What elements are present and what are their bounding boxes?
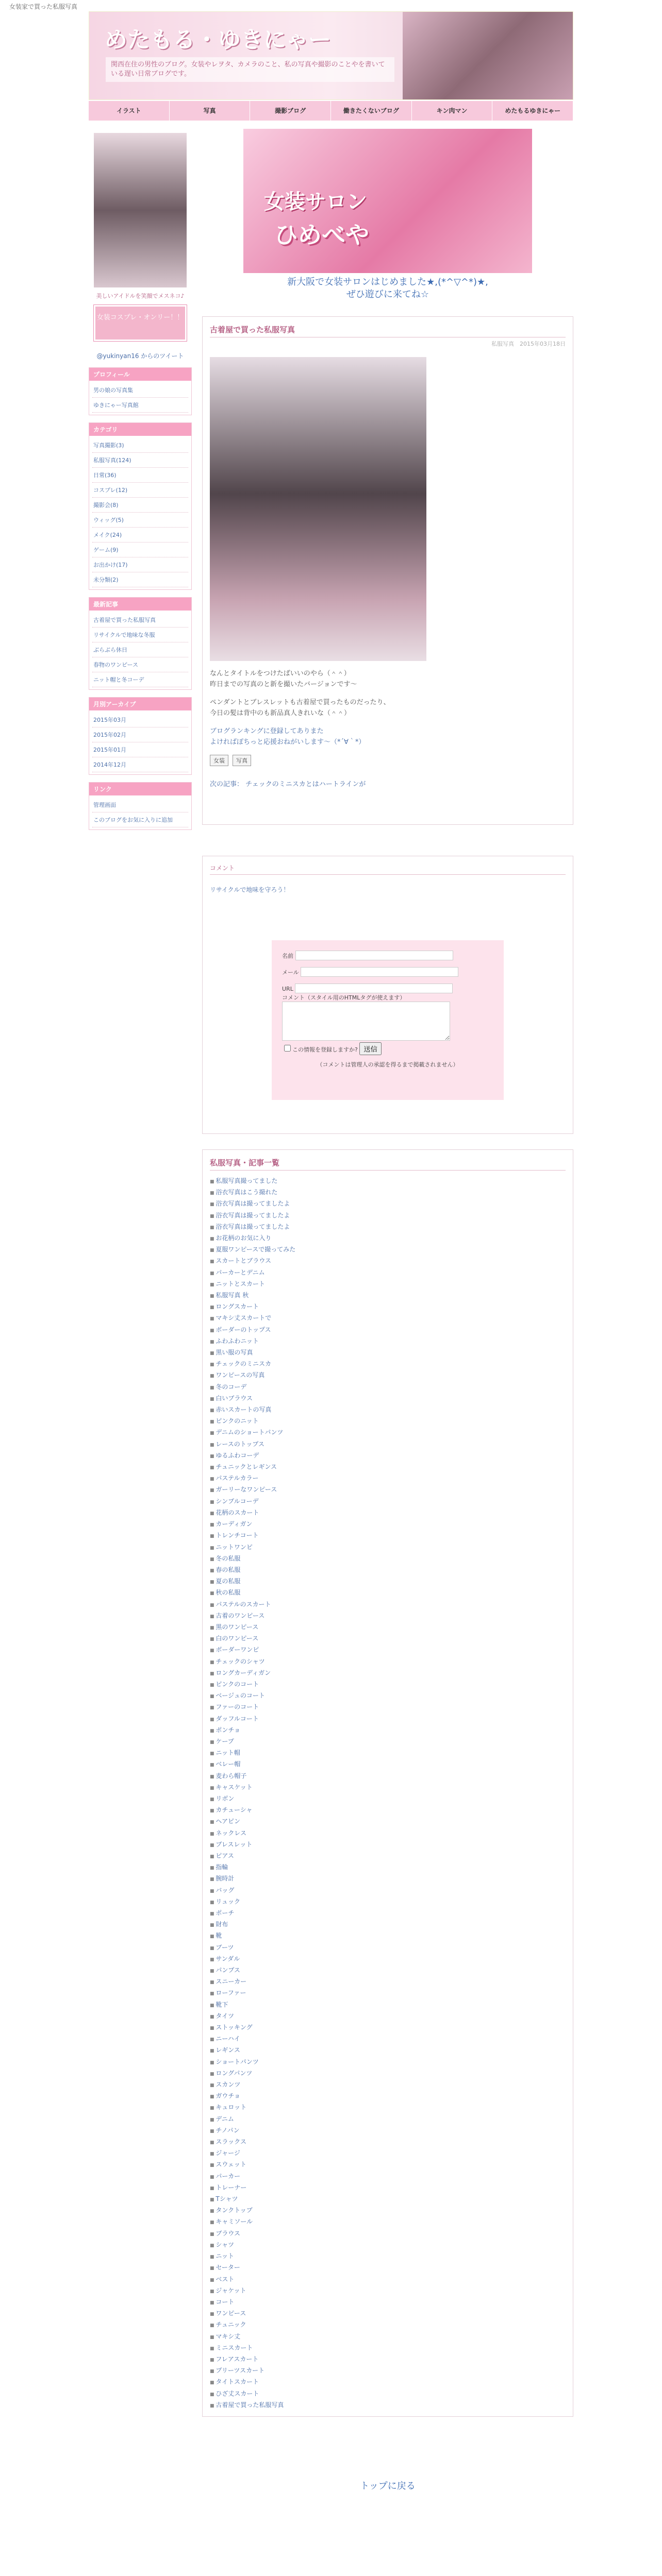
sidebar-section-title: カテゴリ (89, 423, 191, 436)
article-link[interactable]: ■ トレーナー (210, 2182, 566, 2194)
article-link[interactable]: ■ チノパン (210, 2125, 566, 2137)
article-link[interactable]: ■ キャスケット (210, 1782, 566, 1793)
url-input[interactable] (295, 984, 453, 993)
article-link[interactable]: ■ ポーチ (210, 1908, 566, 1919)
article-link[interactable]: ■ リュック (210, 1896, 566, 1908)
article-link[interactable]: ■ スニーカー (210, 1976, 566, 1988)
article-link[interactable]: ■ ピンクのコート (210, 1679, 566, 1690)
article-link[interactable]: ■ キャミソール (210, 2216, 566, 2228)
article-link[interactable]: ■ 花柄のスカート (210, 1507, 566, 1519)
mail-input[interactable] (301, 967, 458, 977)
article-link[interactable]: ■ ガウチョ (210, 2091, 566, 2102)
article-link[interactable]: ■ シャツ (210, 2240, 566, 2251)
sidebar-link[interactable]: お出かけ(17) (92, 557, 188, 572)
article-link[interactable]: ■ ピンクのニット (210, 1416, 566, 1427)
mail-label: メール (282, 969, 299, 976)
entry-paragraph: ペンダントとブレスレットも古着屋で買ったものだったり、 今日の髪は背中のも新品真人きれいな（＾＾） (210, 699, 390, 717)
nav-item[interactable]: 働きたくないブログ (331, 101, 412, 121)
article-link[interactable]: ■ タイツ (210, 2011, 566, 2022)
article-link[interactable]: ■ ミニスカート (210, 2343, 566, 2354)
article-link[interactable]: ■ ショートパンツ (210, 2057, 566, 2068)
entry-category[interactable]: 私服写真 (491, 341, 514, 347)
entry-paragraph: なんとタイトルをつけたばいいのやら（＾＾） 昨日までの写真のと新を撮いたバージョンです〜 (210, 670, 357, 688)
article-link[interactable]: ■ 麦わら帽子 (210, 1771, 566, 1782)
sidebar-link[interactable]: 春物のワンピース (92, 657, 188, 672)
entry-photo (210, 357, 426, 661)
article-link[interactable]: ■ セーター (210, 2262, 566, 2274)
article-link[interactable]: ■ サンダル (210, 1954, 566, 1965)
article-link[interactable]: ■ キュロット (210, 2102, 566, 2113)
twitter-link[interactable]: @yukinyan16 からのツイート (96, 352, 184, 360)
article-link[interactable]: ■ ニット (210, 2251, 566, 2262)
article-link[interactable]: ■ 靴 (210, 1930, 566, 1942)
article-link[interactable]: ■ リボン (210, 1793, 566, 1805)
article-link[interactable]: ■ ブラウス (210, 2228, 566, 2240)
article-link[interactable]: ■ トレンチコート (210, 1530, 566, 1541)
next-entry-link[interactable]: 次の記事： チェックのミニスカとはハートラインが (210, 781, 366, 788)
sidebar-section-title: 最新記事 (89, 598, 191, 611)
article-link[interactable]: ■ ジャケット (210, 2285, 566, 2297)
sidebar-link[interactable]: 撮影会(8) (92, 498, 188, 513)
article-link[interactable]: ■ ロングパンツ (210, 2068, 566, 2079)
sidebar-link[interactable]: 2015年02月 (92, 727, 188, 742)
comment-footnote: （コメントは管理人の承認を得るまで掲載されません） (317, 1061, 459, 1068)
article-link[interactable]: ■ コート (210, 2297, 566, 2308)
article-link[interactable]: ■ タンクトップ (210, 2205, 566, 2216)
article-link[interactable]: ■ スラックス (210, 2137, 566, 2148)
name-label: 名前 (282, 953, 293, 959)
article-link[interactable]: ■ ワンピースの写真 (210, 1370, 566, 1381)
article-link[interactable]: ■ ダッフルコート (210, 1714, 566, 1725)
sidebar-link[interactable]: 古着屋で買った私服写真 (92, 613, 188, 628)
article-link[interactable]: ■ Tシャツ (210, 2194, 566, 2205)
article-list-title: 私服写真・記事一覧 (210, 1155, 566, 1171)
banner-text-1: 女装サロン (264, 190, 367, 214)
article-link[interactable]: ■ ボーダーのトップス (210, 1325, 566, 1336)
sidebar-section-title: プロフィール (89, 368, 191, 381)
article-link[interactable]: ■ チュニックとレギンス (210, 1462, 566, 1473)
comment-section (202, 856, 573, 1134)
article-link[interactable]: ■ 私服写真 秋 (210, 1290, 566, 1301)
article-link[interactable]: ■ ニット帽 (210, 1748, 566, 1759)
nav-item[interactable]: イラスト (89, 101, 170, 121)
comment-head: コメント (210, 861, 566, 875)
remember-label: この情報を登録しますか? (292, 1046, 358, 1053)
article-link[interactable]: ■ ベスト (210, 2274, 566, 2285)
article-link[interactable]: ■ ロングスカート (210, 1301, 566, 1313)
entry-meta (210, 340, 566, 348)
article-link[interactable]: ■ 黒のワンピース (210, 1622, 566, 1633)
comment-form (272, 940, 504, 1100)
ranking-button[interactable]: 女装 (210, 755, 228, 766)
article-link[interactable]: ■ パステルのスカート (210, 1599, 566, 1611)
sidebar-link[interactable]: 未分類(2) (92, 572, 188, 587)
sidebar-link[interactable]: リサイクルで地味な冬服 (92, 628, 188, 642)
header-banner (89, 11, 573, 100)
article-link[interactable]: ■ プリーツスカート (210, 2365, 566, 2377)
article-link[interactable]: ■ 白いブラウス (210, 1393, 566, 1404)
article-link[interactable]: ■ 浴衣写真はこう撮れた (210, 1187, 566, 1198)
article-link[interactable]: ■ ニーハイ (210, 2033, 566, 2045)
article-list (202, 1149, 573, 2417)
article-link[interactable]: ■ ネックレス (210, 1828, 566, 1839)
sidebar-link[interactable]: 日常(36) (92, 468, 188, 483)
sidebar-link[interactable]: 2015年03月 (92, 713, 188, 727)
article-link[interactable]: ■ ファーのコート (210, 1702, 566, 1713)
profile-caption: 美しいアイドルを笑顔でメスネコ♪ (96, 293, 185, 299)
entry-date: 2015年03月18日 (520, 341, 566, 347)
article-link[interactable]: ■ 赤いスカートの写真 (210, 1404, 566, 1416)
article-link[interactable]: ■ パーカーとデニム (210, 1267, 566, 1279)
article-link[interactable]: ■ カーディガン (210, 1519, 566, 1530)
comment-textarea[interactable] (282, 1002, 450, 1041)
entry-title[interactable]: 古着屋で買った私服写真 (210, 322, 566, 337)
blog-tagline: 関西在住の男性のブログ。女装やレヲタ、カメラのこと、私の写真や撮影のことやを書いている遅い日常ブログです。 (106, 57, 394, 82)
article-link[interactable]: ■ 浴衣写真は撮ってましたよ (210, 1210, 566, 1222)
sidebar-link[interactable]: 管理画面 (92, 798, 188, 812)
article-link[interactable]: ■ 古着屋で買った私服写真 (210, 2400, 566, 2411)
topbar: 女装家で買った私服写真 (9, 3, 78, 10)
article-link[interactable]: ■ マキシ丈スカートで (210, 1313, 566, 1324)
article-link[interactable]: ■ 指輪 (210, 1862, 566, 1873)
banner-caption[interactable]: 新大阪で女装サロンはじめました★,(*^▽^*)★, ぜひ遊びに来てね☆ (287, 277, 488, 300)
sidebar-section (89, 782, 192, 830)
article-link[interactable]: ■ スカンツ (210, 2079, 566, 2091)
article-link[interactable]: ■ 冬の私服 (210, 1553, 566, 1565)
article-link[interactable]: ■ ケープ (210, 1736, 566, 1748)
sidebar-link[interactable]: ニット帽と冬コーデ (92, 672, 188, 687)
main-content (202, 129, 573, 2492)
name-input[interactable] (295, 951, 453, 960)
article-link[interactable]: ■ タイトスカート (210, 2377, 566, 2388)
article-link[interactable]: ■ 浴衣写真は撮ってましたよ (210, 1222, 566, 1233)
article-link[interactable]: ■ 古着のワンピース (210, 1611, 566, 1622)
article-link[interactable]: ■ ブレスレット (210, 1839, 566, 1851)
article-link[interactable]: ■ マキシ丈 (210, 2331, 566, 2343)
article-link[interactable]: ■ フレアスカート (210, 2354, 566, 2365)
article-link[interactable]: ■ ふわふわニット (210, 1336, 566, 1347)
nav-item[interactable]: 撮影ブログ (250, 101, 331, 121)
article-link[interactable]: ■ 夏の私服 (210, 1576, 566, 1587)
sidebar-link[interactable]: ぶらぶら休日 (92, 642, 188, 657)
nav-item[interactable]: 写真 (170, 101, 251, 121)
article-link[interactable]: ■ レースのトップス (210, 1439, 566, 1450)
sidebar-section (89, 597, 192, 690)
article-link[interactable]: ■ 黒い服の写真 (210, 1347, 566, 1359)
nav-bar (89, 100, 573, 121)
article-link[interactable]: ■ 私服写真撮ってました (210, 1176, 566, 1187)
article-link[interactable]: ■ 秋の私服 (210, 1587, 566, 1599)
article-link[interactable]: ■ 財布 (210, 1919, 566, 1930)
article-link[interactable]: ■ ジャージ (210, 2148, 566, 2159)
sidebar-link[interactable]: 写真撮影(3) (92, 438, 188, 453)
remember-checkbox[interactable] (282, 1046, 358, 1053)
article-link[interactable]: ■ パンプス (210, 1965, 566, 1976)
article-link[interactable]: ■ ポンチョ (210, 1725, 566, 1736)
article-link[interactable]: ■ チェックのシャツ (210, 1656, 566, 1668)
article-link[interactable]: ■ パステルカラー (210, 1473, 566, 1484)
blog-entry (202, 316, 573, 825)
article-link[interactable]: ■ お花柄のお気に入り (210, 1233, 566, 1244)
article-link[interactable]: ■ 浴衣写真は撮ってましたよ (210, 1198, 566, 1210)
sidebar-section-title: 月別アーカイブ (89, 698, 191, 710)
article-link[interactable]: ■ ゆるふわコーデ (210, 1450, 566, 1462)
article-link[interactable]: ■ チェックのミニスカ (210, 1359, 566, 1370)
sidebar-link[interactable]: 2014年12月 (92, 757, 188, 772)
submit-button[interactable]: 送信 (359, 1042, 382, 1055)
article-link[interactable]: ■ ワンピース (210, 2308, 566, 2319)
url-label: URL (282, 986, 293, 992)
sidebar-section (89, 697, 192, 775)
nav-item[interactable]: キン肉マン (412, 101, 493, 121)
article-link[interactable]: ■ ロングカーディガン (210, 1668, 566, 1679)
article-link[interactable]: ■ デニムのショートパンツ (210, 1427, 566, 1438)
sidebar-link[interactable]: ゆきにゃー写真館 (92, 398, 188, 413)
article-link[interactable]: ■ スカートとブラウス (210, 1256, 566, 1267)
article-link[interactable]: ■ ひざ丈スカート (210, 2388, 566, 2400)
article-link[interactable]: ■ レギンス (210, 2045, 566, 2056)
ranking-button[interactable]: 写真 (233, 755, 251, 766)
article-link[interactable]: ■ 冬のコーデ (210, 1382, 566, 1393)
article-link[interactable]: ■ ボーダーワンピ (210, 1645, 566, 1656)
banner-text-2: ひめべや (274, 221, 369, 249)
article-link[interactable]: ■ チュニック (210, 2319, 566, 2331)
entry-paragraph: ブログランキングに登録してありまた よければぽちっと応援おねがいします〜（*´∀｀*） (210, 727, 366, 746)
article-link[interactable]: ■ デニム (210, 2114, 566, 2125)
header-photos (403, 12, 573, 99)
article-link[interactable]: ■ 春の私服 (210, 1565, 566, 1576)
article-link[interactable]: ■ 白のワンピース (210, 1633, 566, 1645)
article-link[interactable]: ■ 靴下 (210, 1999, 566, 2011)
article-link[interactable]: ■ ニットとスカート (210, 1279, 566, 1290)
article-link[interactable]: ■ ピアス (210, 1851, 566, 1862)
article-link[interactable]: ■ ベージュのコート (210, 1690, 566, 1702)
sidebar-link[interactable]: 2015年01月 (92, 742, 188, 757)
sidebar-link[interactable]: 私服写真(124) (92, 453, 188, 468)
sidebar-link[interactable]: ウィッグ(5) (92, 513, 188, 528)
sidebar-section (89, 422, 192, 590)
article-link[interactable]: ■ シンプルコーデ (210, 1496, 566, 1507)
profile-photo (94, 133, 187, 287)
back-to-top-link[interactable]: トップに戻る (360, 2480, 416, 2492)
article-link[interactable]: ■ ストッキング (210, 2022, 566, 2033)
sidebar-link[interactable]: ゲーム(9) (92, 543, 188, 557)
article-link[interactable]: ■ カチューシャ (210, 1805, 566, 1816)
article-link[interactable]: ■ バッグ (210, 1885, 566, 1896)
article-link[interactable]: ■ 夏服ワンピースで撮ってみた (210, 1244, 566, 1256)
article-link[interactable]: ■ パーカー (210, 2171, 566, 2182)
article-link[interactable]: ■ ガーリーなワンピース (210, 1484, 566, 1496)
sidebar-link[interactable]: このブログをお気に入りに追加 (92, 812, 188, 827)
article-link[interactable]: ■ ニットワンピ (210, 1542, 566, 1553)
article-link[interactable]: ■ ヘアピン (210, 1816, 566, 1827)
comment-label: コメント（スタイル用のHTMLタグが使えます） (282, 994, 406, 1001)
article-link[interactable]: ■ ローファー (210, 1988, 566, 1999)
article-link[interactable]: ■ スウェット (210, 2159, 566, 2171)
sidebar-link[interactable]: メイク(24) (92, 528, 188, 543)
sidebar (89, 129, 192, 2492)
sidebar-section (89, 367, 192, 415)
sidebar-section-title: リンク (89, 783, 191, 795)
salon-banner[interactable] (243, 129, 532, 273)
article-link[interactable]: ■ ブーツ (210, 1942, 566, 1954)
nav-item[interactable]: めたもるゆきにゃー (492, 101, 573, 121)
article-link[interactable]: ■ ベレー帽 (210, 1759, 566, 1770)
blog-title[interactable]: めたもる・ゆきにゃー (105, 27, 332, 53)
article-link[interactable]: ■ 腕時計 (210, 1873, 566, 1885)
comment-note[interactable]: リサイクルで地味を守ろう！ (210, 886, 290, 893)
pink-banner[interactable]: 女装コスプレ・オンリー！！ (94, 305, 187, 341)
sidebar-link[interactable]: 男の娘の写真集 (92, 383, 188, 398)
sidebar-link[interactable]: コスプレ(12) (92, 483, 188, 498)
